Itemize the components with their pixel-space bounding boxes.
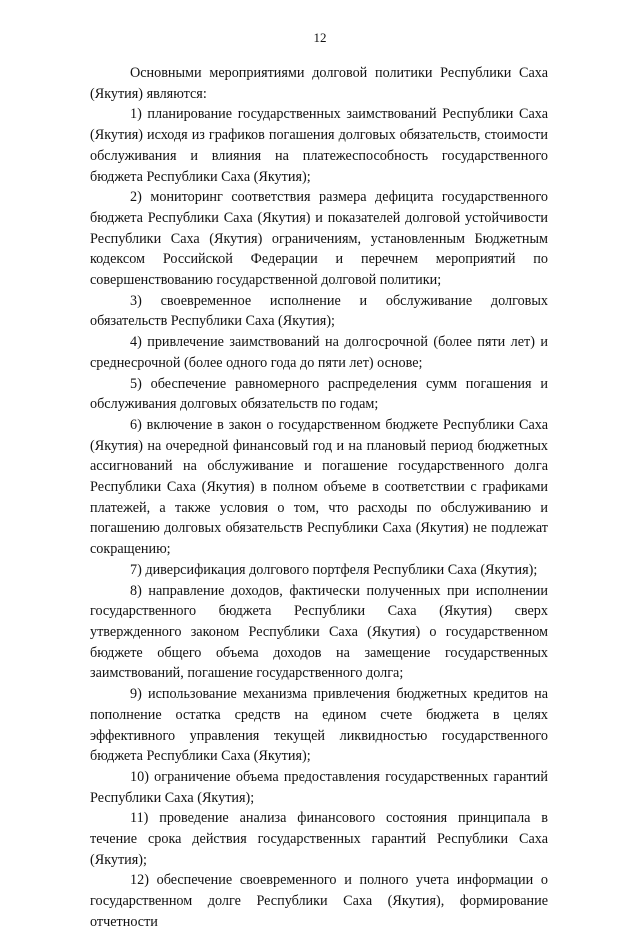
list-item-4: 4) привлечение заимствований на долгосрочной (более пяти лет) и среднесрочной (более одного года до пяти лет) основе; <box>90 334 548 371</box>
intro-paragraph: Основными мероприятиями долговой политики Республики Саха (Якутия) являются: <box>90 65 548 102</box>
list-item-7: 7) диверсификация долгового портфеля Республики Саха (Якутия); <box>130 561 538 578</box>
list-item-3: 3) своевременное исполнение и обслуживание долговых обязательств Республики Саха (Якутия); <box>90 292 548 330</box>
list-item-1: 1) планирование государственных заимствований Республики Саха (Якутия) исходя из графиков погашения долговых обязательств, стоимости обслуживания и влияния на платежеспособность государственного бюджета Республики Саха (Якутия); <box>90 106 548 185</box>
list-item-8: 8) направление доходов, фактически полученных при исполнении государственного бюджета Республики Саха (Якутия) сверх утвержденного законом Республики Саха (Якутия) о государственном бюджете общего объема доходов на замещение государственных заимствований, погашение государственного долга; <box>90 582 548 682</box>
list-item-9: 9) использование механизма привлечения бюджетных кредитов на пополнение остатка средств на едином счете бюджета в целях эффективного управления текущей ликвидностью государственного бюджета Республики Саха (Якутия); <box>90 686 548 765</box>
list-item-5: 5) обеспечение равномерного распределения сумм погашения и обслуживания долговых обязательств по годам; <box>90 375 548 413</box>
list-item-10: 10) ограничение объема предоставления государственных гарантий Республики Саха (Якутия); <box>90 768 548 806</box>
list-item-2: 2) мониторинг соответствия размера дефицита государственного бюджета Республики Саха (Якутия) и показателей долговой устойчивости Республики Саха (Якутия) ограничениям, установленным Бюджетным кодексом Российской Федерации и перечнем мероприятий по совершенствованию государственной долговой политики; <box>90 189 548 289</box>
list-item-12: 12) обеспечение своевременного и полного учета информации о государственном долге Республики Саха (Якутия), формирование отчетности <box>90 872 548 930</box>
list-item-6: 6) включение в закон о государственном бюджете Республики Саха (Якутия) на очередной финансовый год и на плановый период бюджетных ассигнований на обслуживание и погашение государственного долга Республики Саха (Якутия) в полном объеме в соответствии с графиками платежей, а также условия о том, что расходы по обслуживанию и погашению долговых обязательств Республики Саха (Якутия) не подлежат сокращению; <box>90 416 548 558</box>
page-number: 12 <box>313 30 327 45</box>
document-body <box>90 63 548 933</box>
list-item-11: 11) проведение анализа финансового состояния принципала в течение срока действия государственных гарантий Республики Саха (Якутия); <box>90 810 548 868</box>
